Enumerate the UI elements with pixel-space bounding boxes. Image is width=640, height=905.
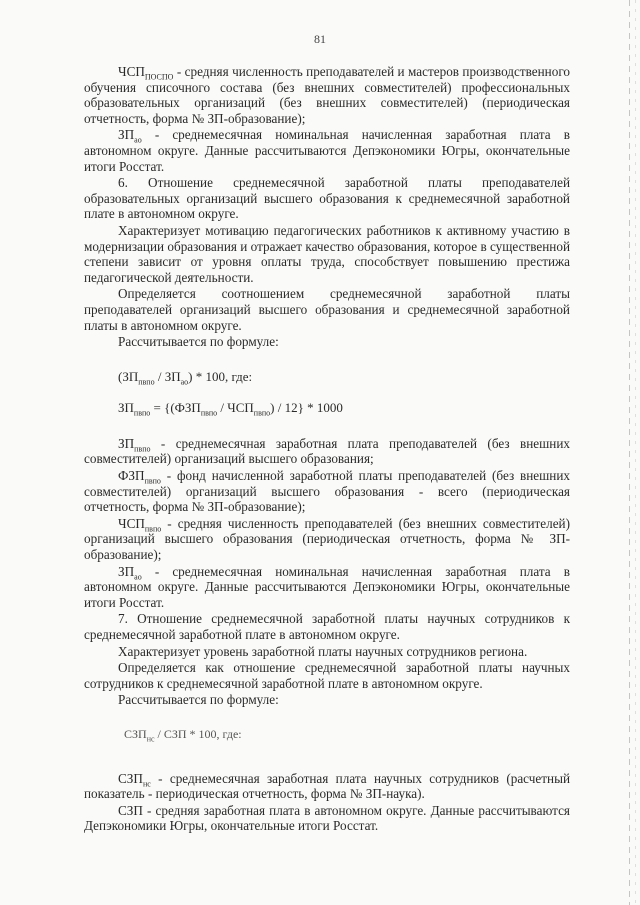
paragraph [84,223,570,285]
formula-sub: пвпо [138,377,155,387]
paragraph [84,175,570,222]
paragraph [84,564,570,611]
paragraph-text: - среднемесячная заработная плата научных сотрудников (расчетный показатель - периодическая отчетность, форма № ЗП-наука). [84,770,570,802]
section-indicator-7-definitions [84,771,570,834]
paragraph-text: Определяется соотношением среднемесячной заработной платы преподавателей организаций высшего образования и среднемесячной заработной платы в автономном округе. [84,286,570,333]
term-symbol: ЗП [118,563,135,579]
scan-edge-artifact [629,0,630,905]
formula-sub: ао [180,377,189,387]
formula-ratio-teachers-vpo [118,369,570,385]
paragraph-text: Рассчитывается по формуле: [118,334,279,350]
formula-sub: пвпо [200,408,218,418]
paragraph-text: Характеризует мотивацию педагогических работников к активному участию в модернизации образования и отражает качество образования, которое в существенной степени зависит от уровня оплаты труда, способствует повышению престижа педагогической деятельности. [84,222,570,285]
paragraph [84,468,570,515]
term-subscript: ПОСПО [144,72,174,82]
formula-salary-teachers-vpo [118,400,570,416]
term-symbol: ФЗП [118,468,145,484]
section-indicator-5-tail [84,64,570,350]
term-symbol: ЧСП [118,64,145,79]
formula-part: / ЗП [154,368,181,384]
formula-part: ЗП [118,400,134,416]
paragraph [84,127,570,174]
formula-part: / СЗП * 100, где: [154,726,242,741]
paragraph [84,660,570,691]
term-subscript: нс [142,779,151,789]
formula-part: ) / 12} * 1000 [270,400,343,416]
term-subscript: пвпо [144,476,161,486]
paragraph [84,771,570,802]
paragraph [84,692,570,708]
formula-ratio-researchers [124,727,570,743]
paragraph [84,644,570,660]
formula-sub: нс [146,734,155,744]
paragraph-text: 7. Отношение среднемесячной заработной платы научных сотрудников к среднемесячной заработной плате в автономном округе. [84,611,570,642]
paragraph [84,334,570,350]
formula-part: / ЧСП [217,400,254,416]
paragraph-text: - среднемесячная номинальная начисленная заработная плата в автономном округе. Данные рассчитываются Депэкономики Югры, окончательные итоги Росстат. [84,127,570,174]
paragraph [84,803,570,834]
formula-part: ) * 100, где: [188,368,253,384]
term-symbol: СЗП [118,770,143,786]
paragraph [84,64,570,126]
formula-sub: пвпо [253,408,271,418]
term-subscript: ао [134,136,142,146]
paragraph-text: Рассчитывается по формуле: [118,692,279,708]
formula-sub: пвпо [133,408,151,418]
term-subscript: ао [134,572,142,582]
paragraph [84,516,570,563]
document-body [84,64,570,835]
paragraph [84,611,570,642]
scan-edge-artifact-2 [635,0,636,905]
paragraph-text: Характеризует уровень заработной платы научных сотрудников региона. [118,643,528,659]
paragraph-text: - средняя численность преподавателей и мастеров производственного обучения списочного состава (без внешних совместителей) профессиональных образовательных организаций (без внешних совместителей) (периодическая отчетность, форма № ЗП-образование); [84,64,570,126]
paragraph [84,286,570,333]
section-indicator-6-7 [84,436,570,708]
term-subscript: пвпо [144,524,162,534]
term-symbol: ЗП [118,127,135,143]
paragraph-text: - среднемесячная заработная плата преподавателей (без внешних совместителей) организаций высшего образования; [84,435,570,467]
paragraph-text: - среднемесячная номинальная начисленная заработная плата в автономном округе. Данные рассчитываются Депэкономики Югры, окончательные итоги Росстат. [84,563,570,610]
formula-part: (ЗП [118,368,139,384]
paragraph-text: Определяется как отношение среднемесячной заработной платы научных сотрудников к среднемесячной заработной плате в автономном округе. [84,660,570,691]
term-symbol: ЗП [118,435,135,451]
paragraph [84,436,570,467]
term-subscript: пвпо [134,444,151,454]
formula-part: СЗП [124,726,147,741]
formula-part: = {(ФЗП [150,400,201,416]
page-number: 81 [314,32,326,46]
paragraph-text: 6. Отношение среднемесячной заработной платы преподавателей образовательных организаций высшего образования к среднемесячной заработной плате в автономном округе. [84,175,570,222]
paragraph-text: - фонд начисленной заработной платы преподавателей (без внешних совместителей) организаций высшего образования - всего (периодическая отчетность, форма № ЗП-образование); [84,468,570,515]
paragraph-text: СЗП - средняя заработная плата в автономном округе. Данные рассчитываются Депэкономики Югры, окончательные итоги Росстат. [84,802,570,834]
term-symbol: ЧСП [118,515,145,531]
paragraph-text: - средняя численность преподавателей (без внешних совместителей) организаций высшего образования (периодическая отчетность, форма № ЗП-образование); [84,515,570,563]
